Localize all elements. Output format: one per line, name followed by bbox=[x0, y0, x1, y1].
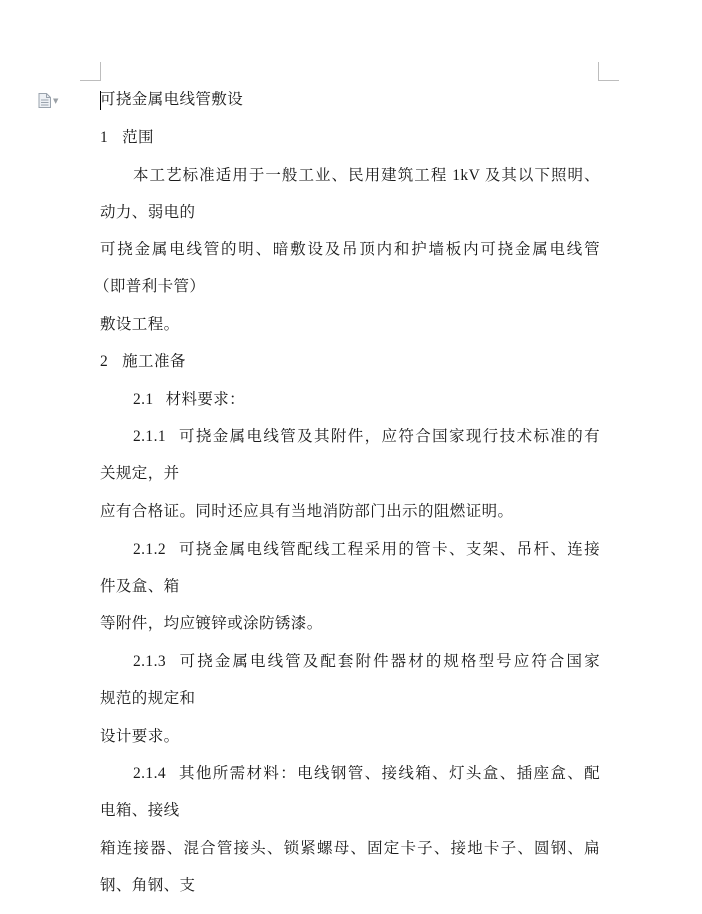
paragraph-menu-button[interactable] bbox=[38, 92, 66, 108]
item-line: 2.1.3 可挠金属电线管及配套附件器材的规格型号应符合国家 bbox=[133, 653, 600, 670]
subsection-heading bbox=[133, 390, 245, 410]
subsection-title: 材料要求： bbox=[165, 391, 246, 408]
paragraph-line: 可挠金属电线管的明、暗敷设及吊顶内和护墙板内可挠金属电线管 bbox=[100, 241, 600, 258]
item-line: 2.1.2 可挠金属电线管配线工程采用的管卡、支架、吊杆、连接 bbox=[133, 541, 600, 558]
item-number: 2.1.1 bbox=[133, 428, 166, 445]
paragraph-line: 敷设工程。 bbox=[100, 316, 180, 333]
document-icon bbox=[38, 93, 51, 108]
section-title: 施工准备 bbox=[122, 353, 186, 370]
item-line: 设计要求。 bbox=[100, 728, 180, 745]
item-line: 2.1.1 可挠金属电线管及其附件，应符合国家现行技术标准的有 bbox=[133, 428, 600, 445]
paragraph-line: 本工艺标准适用于一般工业、民用建筑工程 1kV 及其以下照明、 bbox=[133, 167, 600, 184]
subsection-number: 2.1 bbox=[133, 391, 154, 408]
section-heading bbox=[100, 128, 154, 148]
item-number: 2.1.4 bbox=[133, 765, 166, 782]
item-line: 件及盒、箱 bbox=[100, 578, 180, 595]
section-title: 范围 bbox=[122, 129, 154, 146]
chevron-down-icon: ▼ bbox=[53, 97, 59, 105]
item-line: 2.1.4 其他所需材料：电线钢管、接线箱、灯头盒、插座盒、配 bbox=[133, 765, 600, 782]
item-line: 关规定，并 bbox=[100, 465, 180, 482]
item-line: 规范的规定和 bbox=[100, 690, 196, 707]
document-title: 可挠金属电线管敷设 bbox=[100, 91, 244, 108]
item-line: 箱连接器、混合管接头、锁紧螺母、固定卡子、接地卡子、圆钢、扁 bbox=[100, 840, 600, 857]
item-line: 应有合格证。同时还应具有当地消防部门出示的阻燃证明。 bbox=[100, 503, 514, 520]
item-line: 等附件，均应镀锌或涂防锈漆。 bbox=[100, 615, 323, 632]
page-corner-top-left bbox=[80, 62, 101, 81]
paragraph-line: （即普利卡管） bbox=[94, 278, 206, 295]
page-corner-top-right bbox=[598, 62, 619, 81]
section-number: 2 bbox=[100, 353, 109, 370]
section-number: 1 bbox=[100, 129, 109, 146]
item-number: 2.1.3 bbox=[133, 653, 166, 670]
item-number: 2.1.2 bbox=[133, 541, 166, 558]
paragraph-line: 动力、弱电的 bbox=[100, 204, 196, 221]
item-line: 钢、角钢、支 bbox=[100, 877, 196, 894]
section-heading bbox=[100, 352, 186, 372]
item-line: 电箱、接线 bbox=[100, 802, 180, 819]
